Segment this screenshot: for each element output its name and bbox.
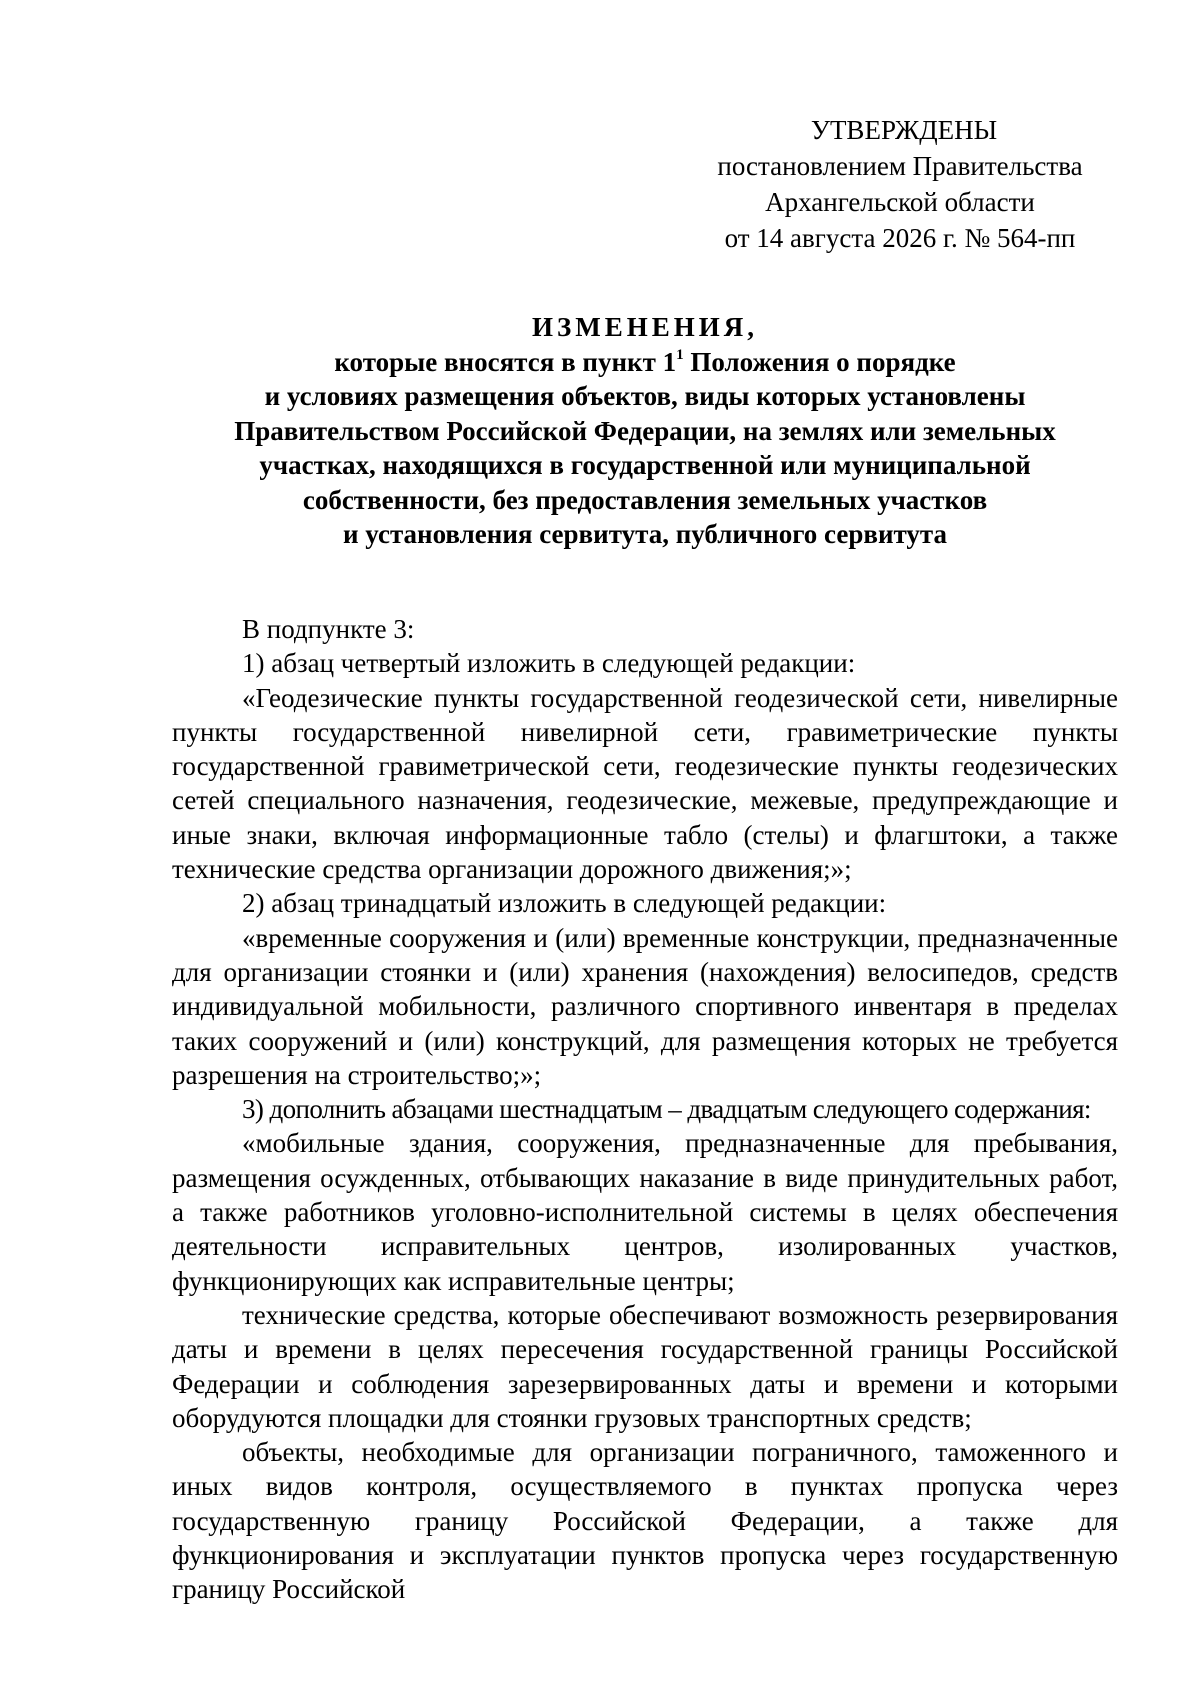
body-paragraph: «мобильные здания, сооружения, предназначенные для пребывания, размещения осужденных, отбывающих наказание в виде принудительных работ, а также работников уголовно-исполнительной системы в целях обеспечения деятельности исправительных центров, изолированных участков, функционирующих как исправительные центры; <box>172 1128 1118 1296</box>
title-line-2: и условиях размещения объектов, виды которых установлены <box>264 381 1026 411</box>
body-paragraph: технические средства, которые обеспечивают возможность резервирования даты и времени в целях пересечения государственной границы Российской Федерации и соблюдения зарезервированных даты и времени и которыми оборудуются площадки для стоянки грузовых транспортных средств; <box>172 1299 1118 1433</box>
body-paragraph: «временные сооружения и (или) временные конструкции, предназначенные для организации стоянки и (или) хранения (нахождения) велосипедов, средств индивидуальной мобильности, различного спортивного инвентаря в пределах таких сооружений и (или) конструкций, для размещения которых не требуется разрешения на строительство;»; <box>172 922 1118 1090</box>
title-line-5: собственности, без предоставления земельных участков <box>302 484 988 515</box>
title-line-6: и установления сервитута, публичного сервитута <box>342 519 948 549</box>
document-title: ИЗМЕНЕНИЯ, <box>531 312 758 342</box>
approval-stamp <box>700 112 1100 256</box>
approval-line-date: от 14 августа 2026 г. № 564-пп <box>724 223 1076 253</box>
body-paragraph: 3) дополнить абзацами шестнадцатым – двадцатым следующего содержания: <box>242 1094 1091 1125</box>
approval-line-region: Архангельской области <box>765 187 1035 217</box>
title-superscript: 1 <box>676 346 684 363</box>
document-body <box>172 612 1118 1607</box>
title-line-3: Правительством Российской Федерации, на землях или земельных <box>234 415 1056 446</box>
body-paragraph: «Геодезические пункты государственной геодезической сети, нивелирные пункты государственной нивелирной сети, гравиметрические пункты государственной гравиметрической сети, геодезические пункты геодезических сетей специального назначения, геодезические, межевые, предупреждающие и иные знаки, включая информационные табло (стелы) и флагштоки, а также технические средства организации дорожного движения;»; <box>172 682 1118 885</box>
title-line-4: участках, находящихся в государственной или муниципальной <box>259 450 1031 480</box>
title-line-1 <box>170 345 1120 380</box>
document-title-block <box>170 310 1120 552</box>
title-line-1-rest: Положения о порядке <box>683 346 956 377</box>
body-paragraph: объекты, необходимые для организации пограничного, таможенного и иных видов контроля, осуществляемого в пунктах пропуска через государственную границу Российской Федерации, а также для функционирования и эксплуатации пунктов пропуска через государственную границу Российской <box>172 1437 1118 1605</box>
body-paragraph: 1) абзац четвертый изложить в следующей редакции: <box>242 648 856 679</box>
approval-line-resolution: постановлением Правительства <box>717 151 1083 181</box>
approval-heading: УТВЕРЖДЕНЫ <box>810 115 998 145</box>
title-line-1-text: которые вносятся в пункт 1 <box>334 346 677 377</box>
body-paragraph: 2) абзац тринадцатый изложить в следующей редакции: <box>242 888 887 919</box>
body-paragraph: В подпункте 3: <box>242 614 415 644</box>
